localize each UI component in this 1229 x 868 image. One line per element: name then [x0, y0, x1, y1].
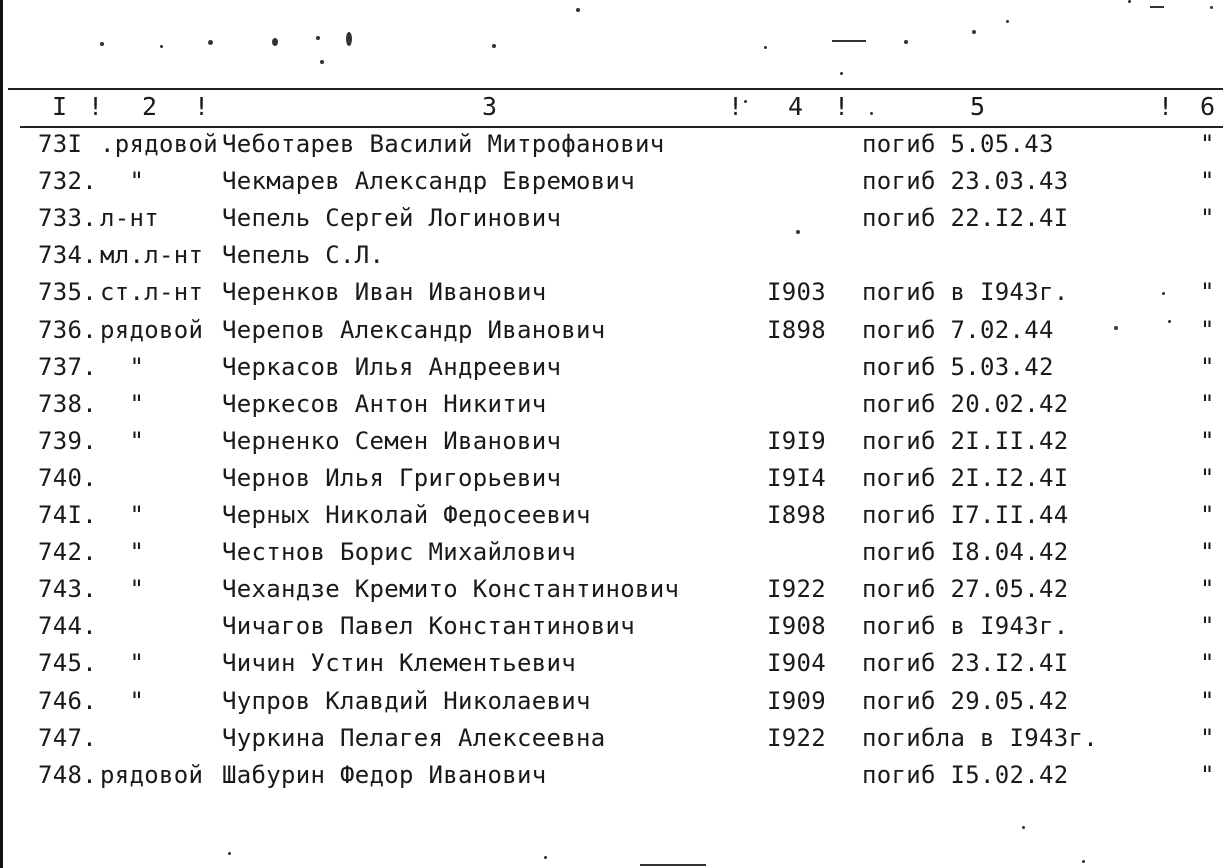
scan-mark — [640, 864, 706, 866]
row-birth-year: I898 — [767, 501, 826, 529]
row-fate: погиб 23.03.43 — [862, 167, 1069, 195]
row-birth-year: I903 — [767, 278, 826, 306]
row-birth-year: I904 — [767, 649, 826, 677]
row-number: 734. — [38, 241, 97, 269]
row-name: Черенков Иван Иванович — [222, 278, 547, 306]
row-name: Честнов Борис Михайлович — [222, 538, 576, 566]
scan-speck — [1082, 860, 1085, 863]
scan-speck — [764, 46, 767, 49]
header-col1: I — [52, 92, 68, 121]
table-row — [0, 687, 1229, 721]
row-rank: рядовой — [100, 316, 204, 344]
row-number: 742. — [38, 538, 97, 566]
scan-speck — [228, 852, 231, 855]
row-fate: погиб 2I.I2.4I — [862, 464, 1069, 492]
row-number: 747. — [38, 724, 97, 752]
row-fate: погиб 29.05.42 — [862, 687, 1069, 715]
row-name: Чупров Клавдий Николаевич — [222, 687, 591, 715]
row-fate: погиб 23.I2.4I — [862, 649, 1069, 677]
scan-speck — [1006, 20, 1009, 23]
scan-speck — [1210, 6, 1213, 9]
row-ditto-mark: " — [1200, 427, 1215, 455]
row-ditto-mark: " — [1200, 687, 1215, 715]
header-col6: 6 — [1200, 92, 1216, 121]
scan-speck — [320, 60, 324, 64]
row-name: Чекмарев Александр Евремович — [222, 167, 635, 195]
row-ditto-mark: " — [1200, 316, 1215, 344]
row-name: Черкесов Антон Никитич — [222, 390, 547, 418]
table-row — [0, 316, 1229, 350]
row-rank: " — [100, 390, 145, 418]
table-row — [0, 464, 1229, 498]
row-name: Чепель С.Л. — [222, 241, 385, 269]
row-fate: погиб 2I.II.42 — [862, 427, 1069, 455]
row-birth-year: I9I9 — [767, 427, 826, 455]
row-birth-year: I908 — [767, 612, 826, 640]
scan-speck — [272, 38, 278, 46]
row-rank: л-нт — [100, 204, 159, 232]
table-row — [0, 575, 1229, 609]
table-row — [0, 241, 1229, 275]
scan-mark — [832, 40, 866, 42]
row-number: 748. — [38, 761, 97, 789]
table-row — [0, 167, 1229, 201]
header-col4: 4 — [788, 92, 804, 121]
row-number: 735. — [38, 278, 97, 306]
scan-speck — [208, 40, 213, 45]
header-sep: ! — [728, 92, 744, 121]
row-birth-year: I898 — [767, 316, 826, 344]
table-row — [0, 501, 1229, 535]
row-fate: погиб 7.02.44 — [862, 316, 1054, 344]
row-name: Чехандзе Кремито Константинович — [222, 575, 680, 603]
row-ditto-mark: " — [1200, 761, 1215, 789]
row-number: 743. — [38, 575, 97, 603]
row-ditto-mark: " — [1200, 167, 1215, 195]
row-name: Черкасов Илья Андреевич — [222, 353, 562, 381]
row-name: Чепель Сергей Логинович — [222, 204, 562, 232]
scan-speck — [972, 30, 976, 34]
row-number: 738. — [38, 390, 97, 418]
row-ditto-mark: " — [1200, 612, 1215, 640]
row-number: 745. — [38, 649, 97, 677]
row-ditto-mark: " — [1200, 501, 1215, 529]
scan-speck — [160, 45, 163, 48]
row-number: 733. — [38, 204, 97, 232]
header-col5: 5 — [970, 92, 986, 121]
row-ditto-mark: " — [1200, 538, 1215, 566]
header-sep: ! — [834, 92, 850, 121]
row-fate: погиб 5.03.42 — [862, 353, 1054, 381]
scan-speck — [492, 44, 496, 48]
row-name: Чичин Устин Клементьевич — [222, 649, 576, 677]
row-birth-year: I922 — [767, 724, 826, 752]
row-ditto-mark: " — [1200, 130, 1215, 158]
row-rank: .рядовой — [100, 130, 218, 158]
row-rank: " — [100, 353, 145, 381]
table-header — [0, 92, 1229, 124]
row-rank: " — [100, 575, 145, 603]
row-ditto-mark: " — [1200, 390, 1215, 418]
table-row — [0, 427, 1229, 461]
table-row — [0, 649, 1229, 683]
row-number: 739. — [38, 427, 97, 455]
table-row — [0, 278, 1229, 312]
row-number: 740. — [38, 464, 97, 492]
row-name: Чичагов Павел Константинович — [222, 612, 635, 640]
row-fate: погиб в I943г. — [862, 612, 1069, 640]
table-row — [0, 724, 1229, 758]
row-fate: погиб I8.04.42 — [862, 538, 1069, 566]
row-fate: погиб I7.II.44 — [862, 501, 1069, 529]
row-name: Черных Николай Федосеевич — [222, 501, 591, 529]
row-birth-year: I909 — [767, 687, 826, 715]
header-col3: 3 — [482, 92, 498, 121]
row-rank: " — [100, 649, 145, 677]
row-rank: " — [100, 427, 145, 455]
row-birth-year: I9I4 — [767, 464, 826, 492]
scan-speck — [316, 36, 320, 40]
table-row — [0, 761, 1229, 795]
table-row — [0, 390, 1229, 424]
row-ditto-mark: " — [1200, 278, 1215, 306]
row-name: Черепов Александр Иванович — [222, 316, 606, 344]
scan-speck — [100, 42, 104, 46]
row-fate: погибла в I943г. — [862, 724, 1098, 752]
header-sep: ! — [194, 92, 210, 121]
row-number: 736. — [38, 316, 97, 344]
row-fate: погиб I5.02.42 — [862, 761, 1069, 789]
row-rank: " — [100, 538, 145, 566]
row-rank: " — [100, 167, 145, 195]
row-rank: ст.л-нт — [100, 278, 204, 306]
row-ditto-mark: " — [1200, 464, 1215, 492]
row-rank: " — [100, 687, 145, 715]
scan-speck — [840, 72, 843, 75]
row-number: 74I. — [38, 501, 97, 529]
row-name: Чеботарев Василий Митрофанович — [222, 130, 665, 158]
row-ditto-mark: " — [1200, 649, 1215, 677]
scan-speck — [346, 32, 352, 46]
row-ditto-mark: " — [1200, 204, 1215, 232]
row-name: Чернов Илья Григорьевич — [222, 464, 562, 492]
table-row — [0, 130, 1229, 164]
row-number: 732. — [38, 167, 97, 195]
table-row — [0, 353, 1229, 387]
table-row — [0, 204, 1229, 238]
row-number: 746. — [38, 687, 97, 715]
table-header-rule — [20, 126, 1223, 128]
table-row — [0, 612, 1229, 646]
row-fate: погиб 5.05.43 — [862, 130, 1054, 158]
table-row — [0, 538, 1229, 572]
row-fate: погиб 20.02.42 — [862, 390, 1069, 418]
row-ditto-mark: " — [1200, 353, 1215, 381]
header-sep: ! — [88, 92, 104, 121]
row-fate: погиб в I943г. — [862, 278, 1069, 306]
row-number: 73I — [38, 130, 83, 158]
row-rank: мл.л-нт — [100, 241, 204, 269]
scan-speck — [576, 8, 580, 12]
scan-speck — [544, 856, 547, 859]
row-birth-year: I922 — [767, 575, 826, 603]
scan-speck — [1128, 0, 1131, 3]
scan-mark — [1150, 6, 1164, 8]
table-top-rule — [8, 88, 1223, 90]
row-name: Черненко Семен Иванович — [222, 427, 562, 455]
header-col2: 2 — [142, 92, 158, 121]
row-ditto-mark: " — [1200, 724, 1215, 752]
row-rank: рядовой — [100, 761, 204, 789]
row-number: 744. — [38, 612, 97, 640]
row-number: 737. — [38, 353, 97, 381]
row-fate: погиб 27.05.42 — [862, 575, 1069, 603]
scan-speck — [904, 40, 908, 44]
row-name: Шабурин Федор Иванович — [222, 761, 547, 789]
row-fate: погиб 22.I2.4I — [862, 204, 1069, 232]
row-ditto-mark: " — [1200, 575, 1215, 603]
row-rank: " — [100, 501, 145, 529]
row-name: Чуркина Пелагея Алексеевна — [222, 724, 606, 752]
scan-speck — [1022, 826, 1025, 829]
header-sep: ! — [1158, 92, 1174, 121]
